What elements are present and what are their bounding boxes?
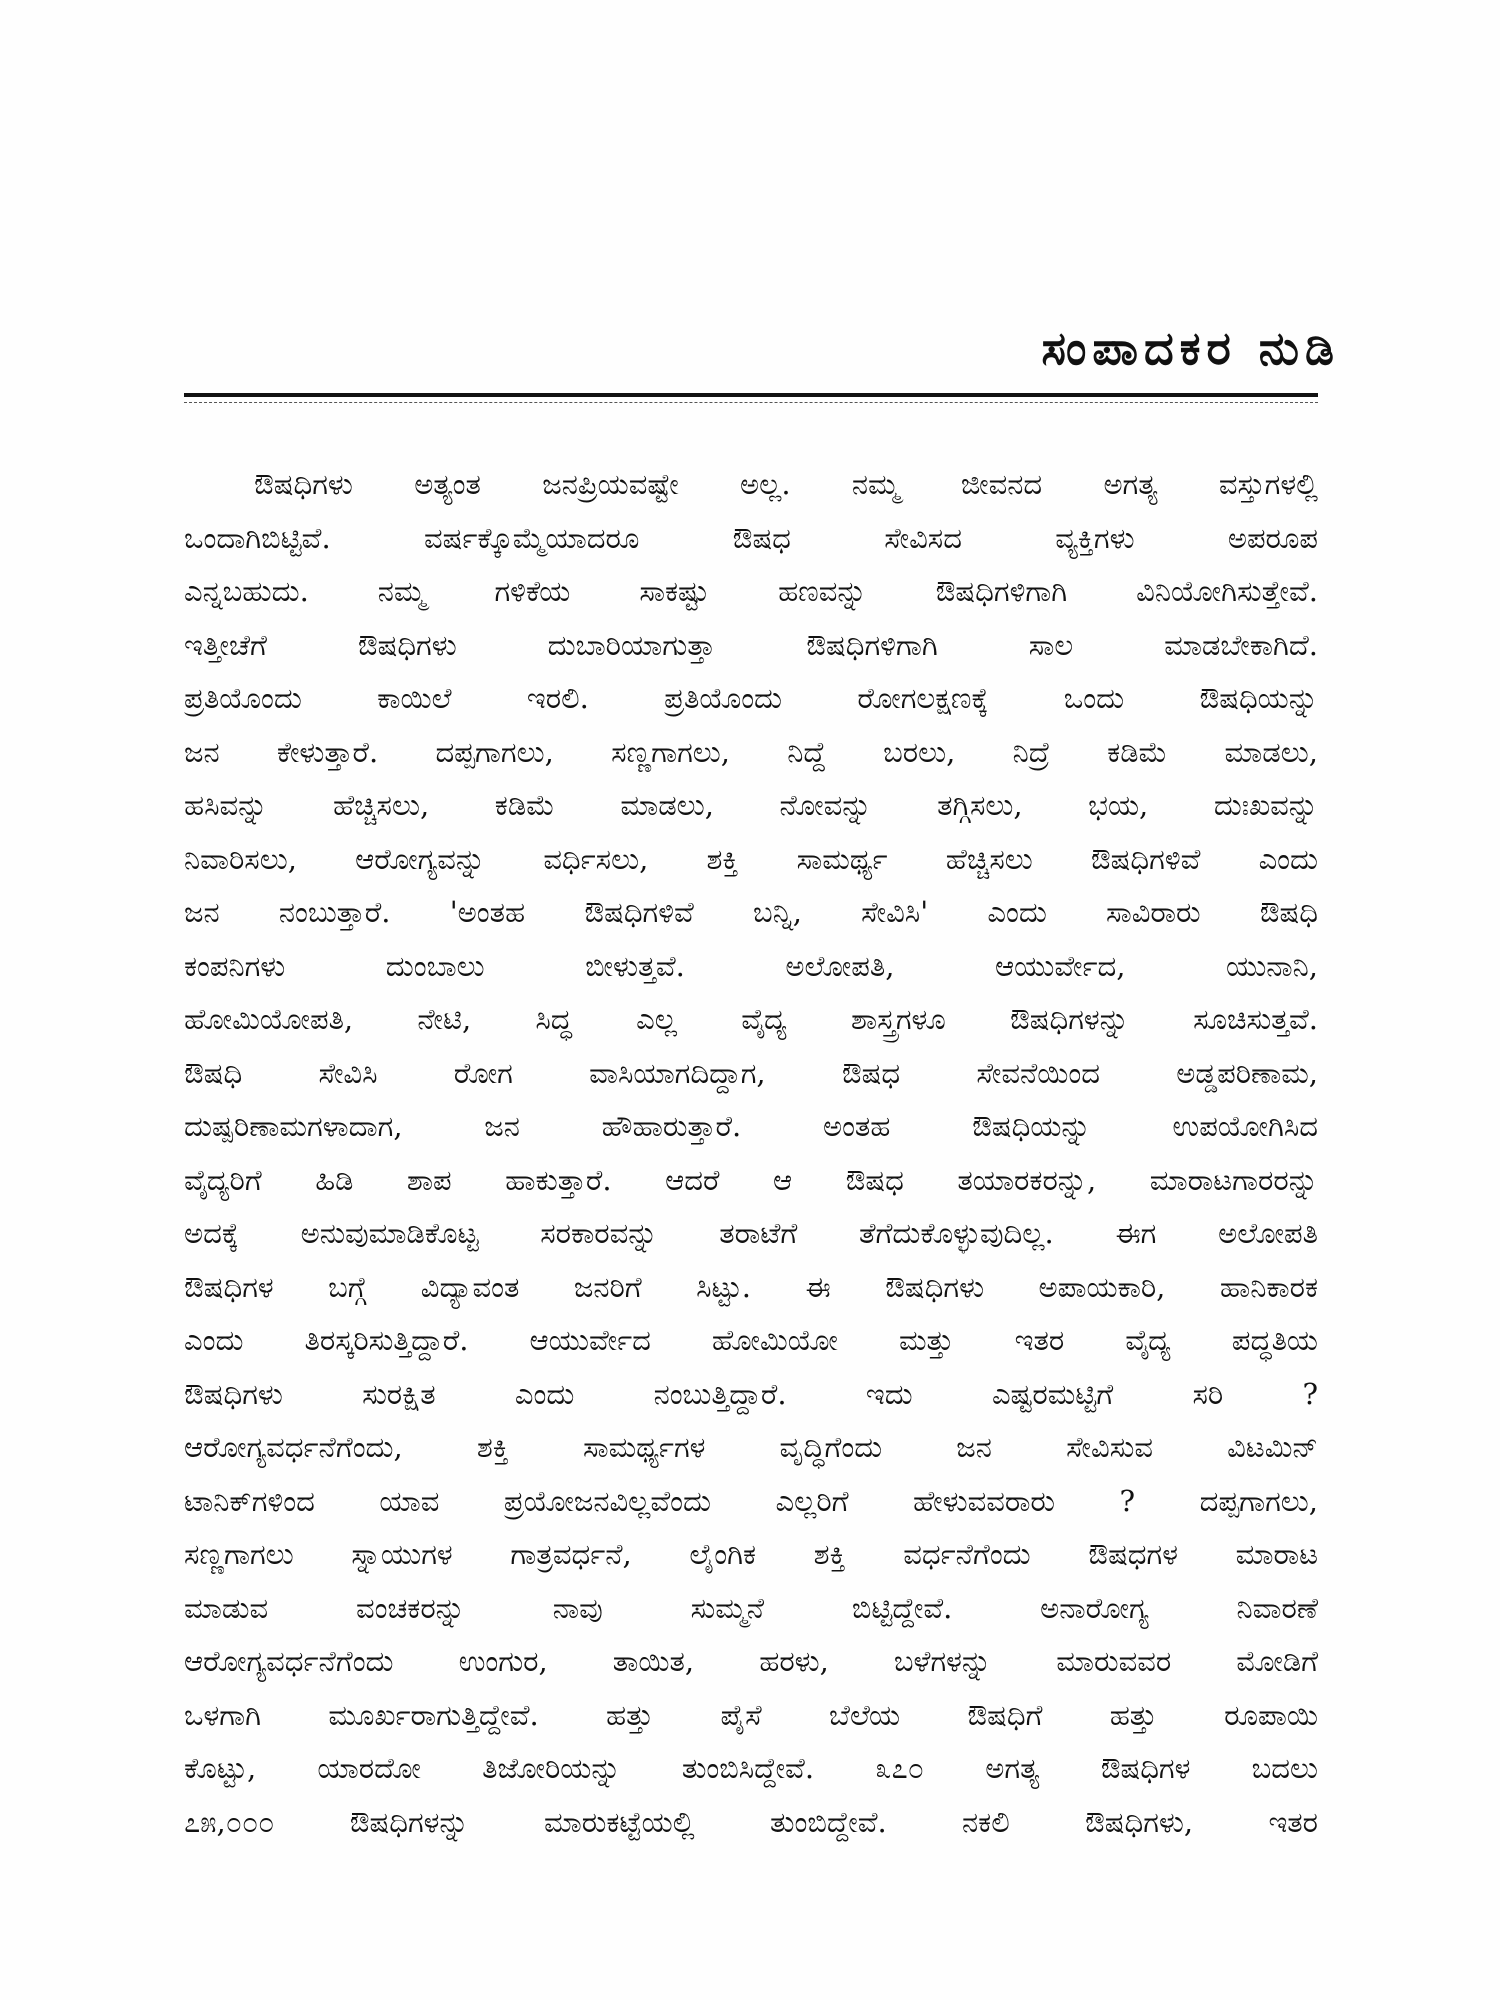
text-line: ಜನ ಕೇಳುತ್ತಾರೆ. ದಪ್ಪಗಾಗಲು, ಸಣ್ಣಗಾಗಲು, ನಿದ್ದೆ ಬರಲು, ನಿದ್ರೆ ಕಡಿಮೆ ಮಾಡಲು, [184,734,1318,769]
text-line: ಇತ್ತೀಚೆಗೆ ಔಷಧಿಗಳು ದುಬಾರಿಯಾಗುತ್ತಾ ಔಷಧಿಗಳಿಗಾಗಿ ಸಾಲ ಮಾಡಬೇಕಾಗಿದೆ. [184,627,1318,662]
text-line: ಸಣ್ಣಗಾಗಲು ಸ್ನಾಯುಗಳ ಗಾತ್ರವರ್ಧನೆ, ಲೈಂಗಿಕ ಶಕ್ತಿ ವರ್ಧನೆಗೆಂದು ಔಷಧಗಳ ಮಾರಾಟ [184,1537,1318,1571]
title-rule-thin [184,402,1318,403]
text-line: ಔಷಧಿಗಳು ಸುರಕ್ಷಿತ ಎಂದು ನಂಬುತ್ತಿದ್ದಾರೆ. ಇದು ಎಷ್ಟರಮಟ್ಟಿಗೆ ಸರಿ ? [184,1376,1318,1411]
text-line: ಹೋಮಿಯೋಪತಿ, ನೇಟಿ, ಸಿದ್ಧ ಎಲ್ಲ ವೈದ್ಯ ಶಾಸ್ತ್ರಗಳೂ ಔಷಧಿಗಳನ್ನು ಸೂಚಿಸುತ್ತವೆ. [184,1002,1318,1036]
text-line: ಮಾಡುವ ವಂಚಕರನ್ನು ನಾವು ಸುಮ್ಮನೆ ಬಿಟ್ಟಿದ್ದೇವೆ. ಅನಾರೋಗ್ಯ ನಿವಾರಣೆ [184,1590,1318,1625]
text-line: ಪ್ರತಿಯೊಂದು ಕಾಯಿಲೆ ಇರಲಿ. ಪ್ರತಿಯೊಂದು ರೋಗಲಕ್ಷಣಕ್ಕೆ ಒಂದು ಔಷಧಿಯನ್ನು [184,681,1318,715]
text-line: ಕಂಪನಿಗಳು ದುಂಬಾಲು ಬೀಳುತ್ತವೆ. ಅಲೋಪತಿ, ಆಯುರ್ವೇದ, ಯುನಾನಿ, [184,948,1318,983]
text-line: ಕೊಟ್ಟು, ಯಾರದೋ ತಿಜೋರಿಯನ್ನು ತುಂಬಿಸಿದ್ದೇವೆ. ೩೭೦ ಅಗತ್ಯ ಔಷಧಿಗಳ ಬದಲು [184,1751,1318,1785]
text-line: ೭೫,೦೦೦ ಔಷಧಿಗಳನ್ನು ಮಾರುಕಟ್ಟೆಯಲ್ಲಿ ತುಂಬಿದ್ದೇವೆ. ನಕಲಿ ಔಷಧಿಗಳು, ಇತರ [184,1804,1318,1839]
text-line: ಜನ ನಂಬುತ್ತಾರೆ. 'ಅಂತಹ ಔಷಧಿಗಳಿವೆ ಬನ್ನಿ, ಸೇವಿಸಿ' ಎಂದು ಸಾವಿರಾರು ಔಷಧಿ [184,895,1318,929]
text-line: ಆರೋಗ್ಯವರ್ಧನೆಗೆಂದು ಉಂಗುರ, ತಾಯಿತ, ಹರಳು, ಬಳೆಗಳನ್ನು ಮಾರುವವರ ಮೋಡಿಗೆ [184,1644,1318,1678]
text-line: ಒಂದಾಗಿಬಿಟ್ಟಿವೆ. ವರ್ಷಕ್ಕೊಮ್ಮೆಯಾದರೂ ಔಷಧ ಸೇವಿಸದ ವ್ಯಕ್ತಿಗಳು ಅಪರೂಪ [184,520,1318,555]
text-line: ಹಸಿವನ್ನು ಹೆಚ್ಚಿಸಲು, ಕಡಿಮೆ ಮಾಡಲು, ನೋವನ್ನು ತಗ್ಗಿಸಲು, ಭಯ, ದುಃಖವನ್ನು [184,788,1318,822]
text-line: ಔಷಧಿಗಳ ಬಗ್ಗೆ ವಿದ್ಯಾವಂತ ಜನರಿಗೆ ಸಿಟ್ಟು. ಈ ಔಷಧಿಗಳು ಅಪಾಯಕಾರಿ, ಹಾನಿಕಾರಕ [184,1269,1318,1304]
text-line: ಔಷಧಿ ಸೇವಿಸಿ ರೋಗ ವಾಸಿಯಾಗದಿದ್ದಾಗ, ಔಷಧ ಸೇವನೆಯಿಂದ ಅಡ್ಡಪರಿಣಾಮ, [184,1055,1318,1090]
body-paragraph [184,458,1318,1849]
text-line: ನಿವಾರಿಸಲು, ಆರೋಗ್ಯವನ್ನು ವರ್ಧಿಸಲು, ಶಕ್ತಿ ಸಾಮರ್ಥ್ಯ ಹೆಚ್ಚಿಸಲು ಔಷಧಿಗಳಿವೆ ಎಂದು [184,841,1318,876]
text-line: ಟಾನಿಕ್‌ಗಳಿಂದ ಯಾವ ಪ್ರಯೋಜನವಿಲ್ಲವೆಂದು ಎಲ್ಲರಿಗೆ ಹೇಳುವವರಾರು ? ದಪ್ಪಗಾಗಲು, [184,1483,1318,1518]
text-line: ಒಳಗಾಗಿ ಮೂರ್ಖರಾಗುತ್ತಿದ್ದೇವೆ. ಹತ್ತು ಪೈಸೆ ಬೆಲೆಯ ಔಷಧಿಗೆ ಹತ್ತು ರೂಪಾಯಿ [184,1697,1318,1732]
text-line: ಅದಕ್ಕೆ ಅನುವುಮಾಡಿಕೊಟ್ಟ ಸರಕಾರವನ್ನು ತರಾಟೆಗೆ ತೆಗೆದುಕೊಳ್ಳುವುದಿಲ್ಲ. ಈಗ ಅಲೋಪತಿ [184,1216,1318,1250]
page-title: ಸಂಪಾದಕರ ನುಡಿ [1041,321,1340,375]
text-line: ವೈದ್ಯರಿಗೆ ಹಿಡಿ ಶಾಪ ಹಾಕುತ್ತಾರೆ. ಆದರೆ ಆ ಔಷಧ ತಯಾರಕರನ್ನು, ಮಾರಾಟಗಾರರನ್ನು [184,1162,1318,1197]
title-rule-thick [184,393,1318,397]
text-line: ಔಷಧಿಗಳು ಅತ್ಯಂತ ಜನಪ್ರಿಯವಷ್ಟೇ ಅಲ್ಲ. ನಮ್ಮ ಜೀವನದ ಅಗತ್ಯ ವಸ್ತುಗಳಲ್ಲಿ [254,467,1318,501]
text-line: ಎನ್ನಬಹುದು. ನಮ್ಮ ಗಳಿಕೆಯ ಸಾಕಷ್ಟು ಹಣವನ್ನು ಔಷಧಿಗಳಿಗಾಗಿ ವಿನಿಯೋಗಿಸುತ್ತೇವೆ. [184,574,1318,608]
text-line: ದುಷ್ಪರಿಣಾಮಗಳಾದಾಗ, ಜನ ಹೌಹಾರುತ್ತಾರೆ. ಅಂತಹ ಔಷಧಿಯನ್ನು ಉಪಯೋಗಿಸಿದ [184,1109,1318,1143]
text-line: ಆರೋಗ್ಯವರ್ಧನೆಗೆಂದು, ಶಕ್ತಿ ಸಾಮರ್ಥ್ಯಗಳ ವೃದ್ಧಿಗೆಂದು ಜನ ಸೇವಿಸುವ ವಿಟಮಿನ್ [184,1430,1318,1464]
text-line: ಎಂದು ತಿರಸ್ಕರಿಸುತ್ತಿದ್ದಾರೆ. ಆಯುರ್ವೇದ ಹೋಮಿಯೋ ಮತ್ತು ಇತರ ವೈದ್ಯ ಪದ್ಧತಿಯ [184,1323,1318,1357]
